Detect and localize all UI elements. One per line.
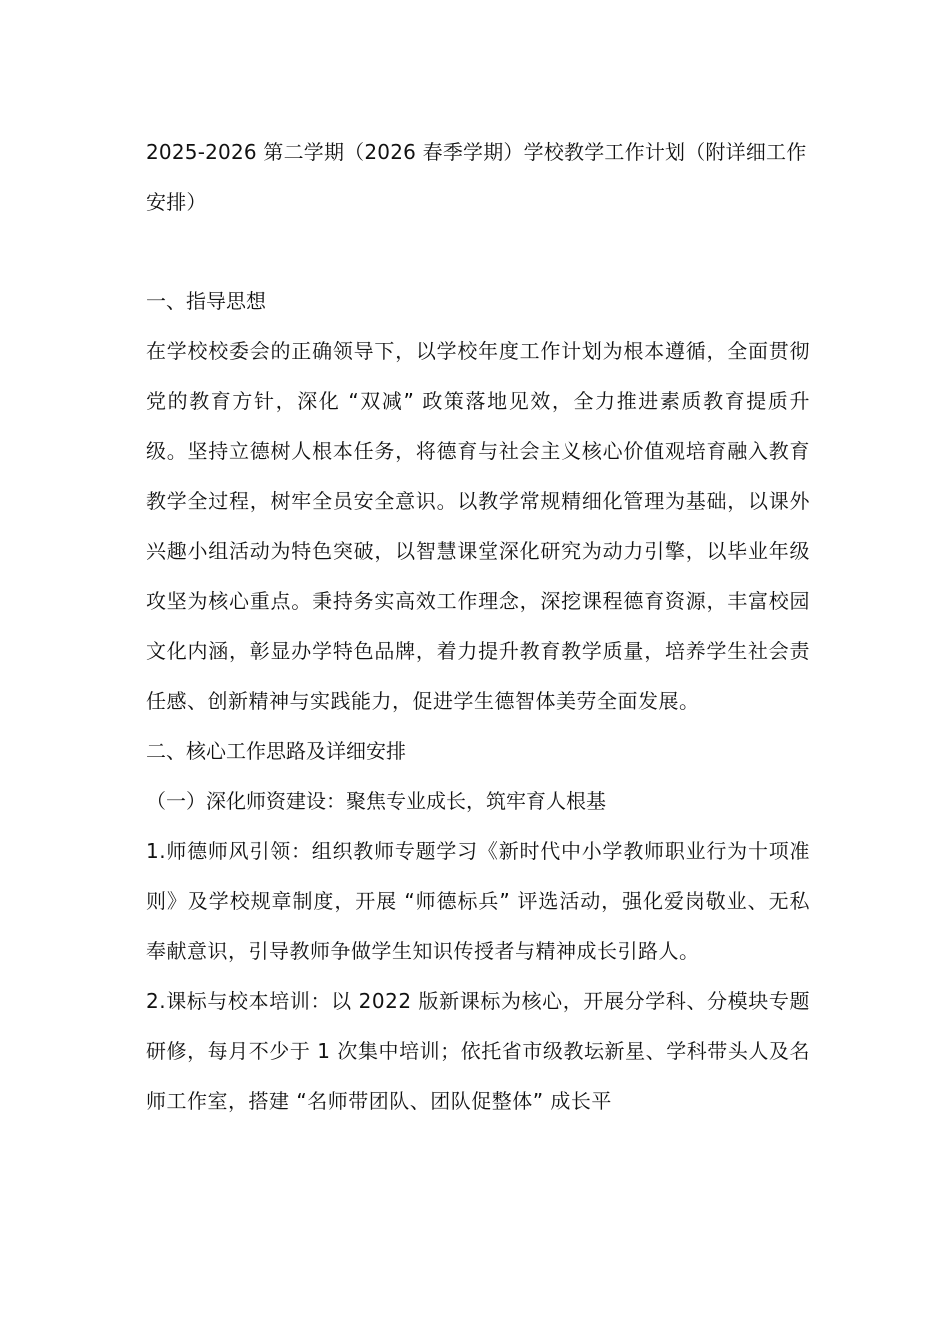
document-title: 2025-2026 第二学期（2026 春季学期）学校教学工作计划（附详细工作安排） (146, 140, 807, 214)
paragraph-guiding-ideology: 在学校校委会的正确领导下，以学校年度工作计划为根本遵循，全面贯彻党的教育方针，深化 “双减” 政策落地见效，全力推进素质教育提质升级。坚持立德树人根本任务，将德育与社会主义核心价值观培育融入教育教学全过程，树牢全员安全意识。以教学常规精细化管理为基础，以课外兴趣小组活动为特色突破，以智慧课堂深化研究为动力引擎，以毕业年级攻坚为核心重点。秉持务实高效工作理念，深挖课程德育资源，丰富校园文化内涵，彰显办学特色品牌，着力提升教育教学质量，培养学生社会责任感、创新精神与实践能力，促进学生德智体美劳全面发展。 (146, 339, 810, 713)
list-item-teacher-ethics: 1.师德师风引领：组织教师专题学习《新时代中小学教师职业行为十项准则》及学校规章制度，开展 “师德标兵” 评选活动，强化爱岗敬业、无私奉献意识，引导教师争做学生知识传授者与精神成长引路人。 (146, 839, 810, 963)
subsection-heading-teacher-development: （一）深化师资建设：聚焦专业成长，筑牢育人根基 (146, 789, 606, 813)
section-heading-core-work: 二、核心工作思路及详细安排 (146, 739, 406, 763)
section-heading-guiding-ideology: 一、指导思想 (146, 289, 266, 313)
list-item-curriculum-training: 2.课标与校本培训：以 2022 版新课标为核心，开展分学科、分模块专题研修，每月不少于 1 次集中培训；依托省市级教坛新星、学科带头人及名师工作室，搭建 “名师带团队、团队促整体” 成长平 (146, 989, 810, 1113)
blank-line (146, 227, 810, 276)
document-body (146, 127, 810, 1126)
